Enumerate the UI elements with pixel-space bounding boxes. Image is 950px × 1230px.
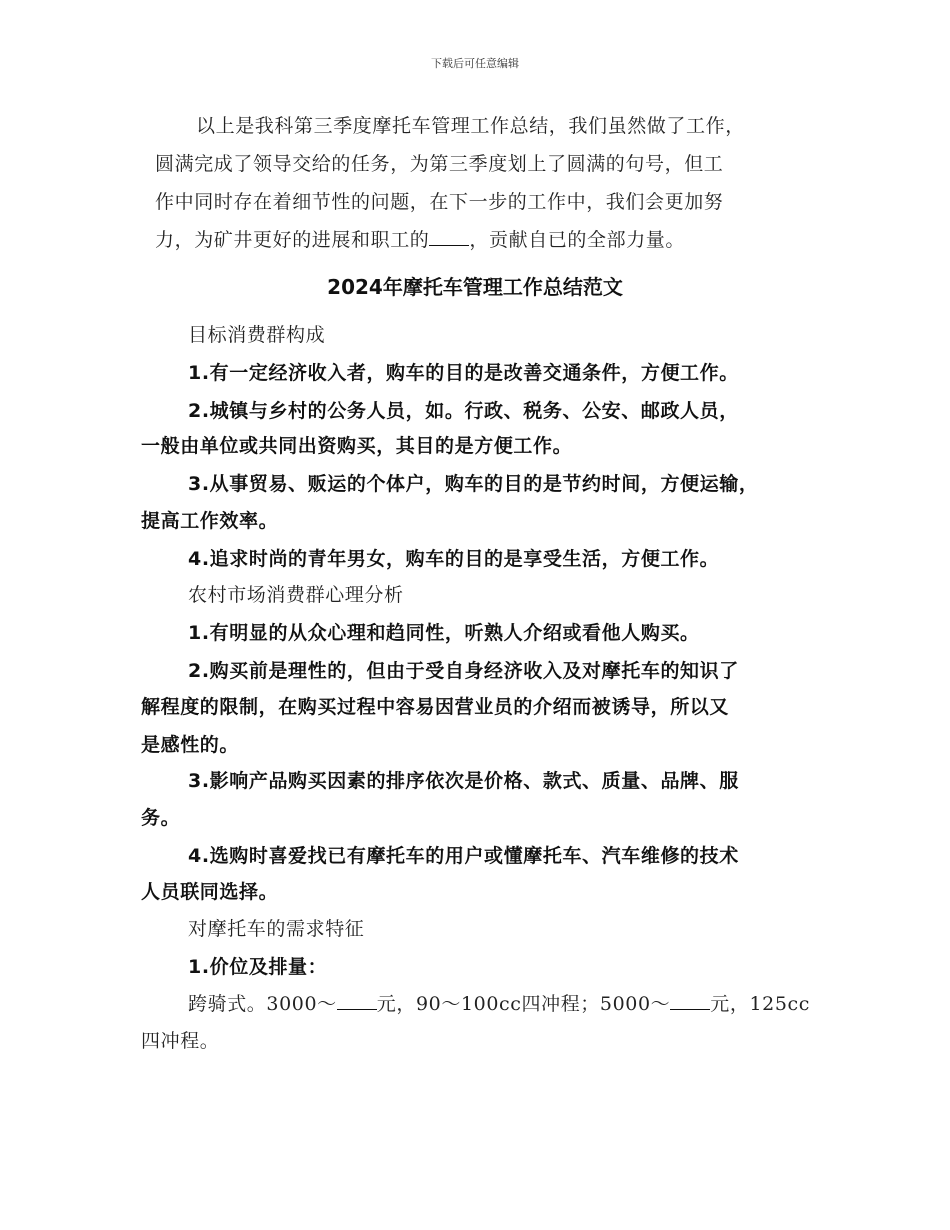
- list-item-continuation: 解程度的限制，在购买过程中容易因营业员的介绍而被诱导，所以又: [141, 696, 730, 718]
- intro-line-2: 圆满完成了领导交给的任务，为第三季度划上了圆满的句号，但工: [155, 153, 724, 175]
- intro-line-4-end: ，贡献自已的全部力量。: [469, 229, 686, 251]
- list-item: 3.从事贸易、贩运的个体户，购车的目的是节约时间，方便运输，: [188, 473, 759, 495]
- list-item-continuation: 务。: [141, 807, 181, 829]
- intro-line-1: 以上是我科第三季度摩托车管理工作总结，我们虽然做了工作，: [196, 115, 745, 137]
- fill-in-blank: [670, 991, 710, 1010]
- list-item: 2.购买前是理性的，但由于受自身经济收入及对摩托车的知识了: [188, 660, 739, 682]
- price-line-2: 四冲程。: [141, 1030, 220, 1052]
- list-item: 4.选购时喜爱找已有摩托车的用户或懂摩托车、汽车维修的技术: [188, 845, 739, 867]
- list-item: 3.影响产品购买因素的排序依次是价格、款式、质量、品牌、服: [188, 770, 739, 792]
- list-item: 1.有明显的从众心理和趋同性，听熟人介绍或看他人购买。: [188, 622, 700, 644]
- page-header-note: 下载后可任意编辑: [431, 57, 519, 70]
- fill-in-blank: [337, 991, 377, 1010]
- price-line-1: [188, 985, 810, 1023]
- list-item: 4.追求时尚的青年男女，购车的目的是享受生活，方便工作。: [188, 548, 720, 570]
- list-item: 2.城镇与乡村的公务人员，如。行政、税务、公安、邮政人员，: [188, 400, 739, 422]
- price-text-3: 元，125cc: [710, 993, 810, 1015]
- fill-in-blank: [429, 227, 469, 246]
- list-item-continuation: 人员联同选择。: [141, 881, 279, 903]
- intro-line-3: 作中同时存在着细节性的问题，在下一步的工作中，我们会更加努: [155, 191, 724, 213]
- list-item: 1.有一定经济收入者，购车的目的是改善交通条件，方便工作。: [188, 362, 739, 384]
- list-item-continuation: 是感性的。: [141, 734, 240, 756]
- intro-line-4-start: 力，为矿井更好的进展和职工的: [155, 229, 430, 251]
- section-heading-rural-psychology: 农村市场消费群心理分析: [188, 584, 404, 606]
- list-item-continuation: 提高工作效率。: [141, 510, 279, 532]
- intro-line-4: [155, 221, 685, 259]
- list-item: 1.价位及排量：: [188, 956, 328, 978]
- section-heading-consumer-groups: 目标消费群构成: [188, 324, 326, 346]
- price-text-2: 元，90～100cc四冲程；5000～: [376, 993, 671, 1015]
- document-title: 2024年摩托车管理工作总结范文: [327, 275, 623, 299]
- price-text-1: 跨骑式。3000～: [188, 993, 337, 1015]
- section-heading-demand-features: 对摩托车的需求特征: [188, 918, 365, 940]
- list-item-continuation: 一般由单位或共同出资购买，其目的是方便工作。: [141, 435, 573, 457]
